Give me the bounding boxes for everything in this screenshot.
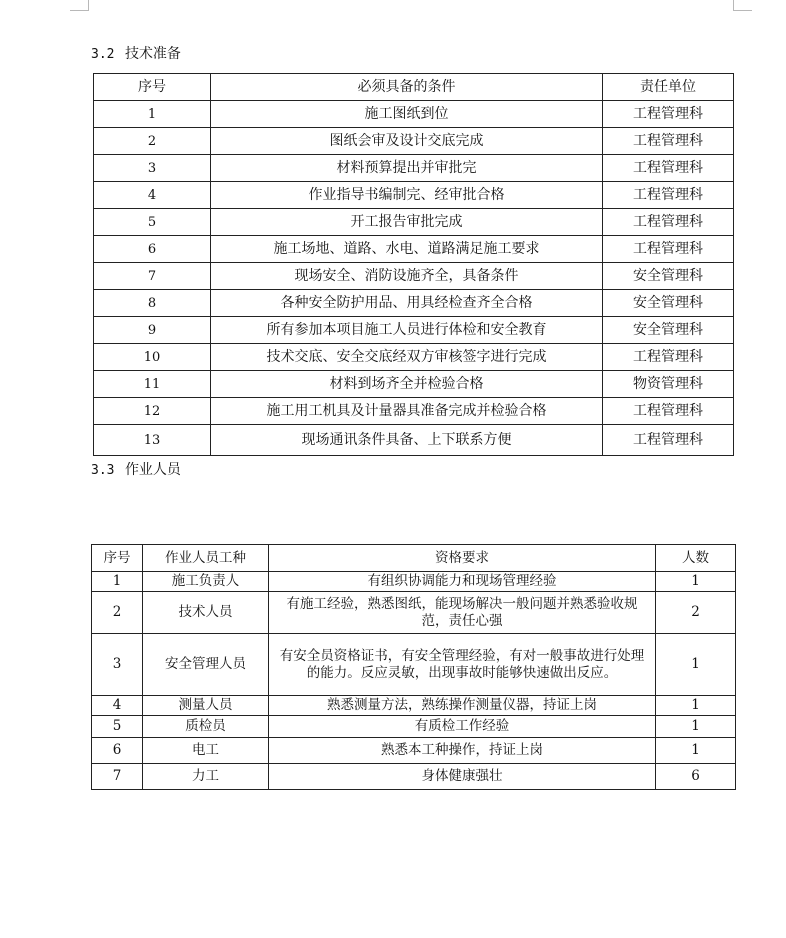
page-corner-mark-right (734, 10, 752, 11)
row-number: 12 (94, 398, 211, 425)
section-heading-3-2 (91, 43, 181, 63)
responsible-unit-cell: 工程管理科 (603, 155, 734, 182)
role-cell: 测量人员 (143, 696, 269, 716)
responsible-unit-cell: 工程管理科 (603, 209, 734, 236)
row-number: 7 (92, 764, 143, 790)
column-header-no: 序号 (94, 74, 211, 101)
table-row (92, 716, 736, 738)
responsible-unit-cell: 物资管理科 (603, 371, 734, 398)
row-number: 4 (94, 182, 211, 209)
row-number: 11 (94, 371, 211, 398)
column-header-no: 序号 (92, 545, 143, 572)
row-number: 4 (92, 696, 143, 716)
condition-cell: 材料到场齐全并检验合格 (211, 371, 603, 398)
table-row (94, 398, 734, 425)
condition-cell: 所有参加本项目施工人员进行体检和安全教育 (211, 317, 603, 344)
table-row (94, 128, 734, 155)
column-header-requirement: 资格要求 (269, 545, 656, 572)
responsible-unit-cell: 工程管理科 (603, 344, 734, 371)
table-row (94, 317, 734, 344)
requirement-cell: 有组织协调能力和现场管理经验 (269, 572, 656, 592)
responsible-unit-cell: 安全管理科 (603, 317, 734, 344)
condition-cell: 施工图纸到位 (211, 101, 603, 128)
section-number: 3.3 (91, 463, 115, 478)
table-row (94, 290, 734, 317)
table-row (92, 634, 736, 696)
role-cell: 施工负责人 (143, 572, 269, 592)
role-cell: 力工 (143, 764, 269, 790)
staff-table (91, 544, 736, 790)
technical-preparation-table (93, 73, 734, 456)
requirement-cell: 有质检工作经验 (269, 716, 656, 738)
count-cell: 1 (656, 738, 736, 764)
row-number: 3 (94, 155, 211, 182)
condition-cell: 作业指导书编制完、经审批合格 (211, 182, 603, 209)
row-number: 2 (94, 128, 211, 155)
responsible-unit-cell: 工程管理科 (603, 236, 734, 263)
requirement-cell: 有施工经验，熟悉图纸，能现场解决一般问题并熟悉验收规范，责任心强 (269, 592, 656, 634)
responsible-unit-cell: 工程管理科 (603, 101, 734, 128)
table-row (92, 592, 736, 634)
requirement-cell: 身体健康强壮 (269, 764, 656, 790)
condition-cell: 施工场地、道路、水电、道路满足施工要求 (211, 236, 603, 263)
row-number: 3 (92, 634, 143, 696)
condition-cell: 开工报告审批完成 (211, 209, 603, 236)
table-row (94, 425, 734, 456)
role-cell: 质检员 (143, 716, 269, 738)
table-row (92, 764, 736, 790)
section-heading-3-3 (91, 459, 181, 479)
requirement-cell: 熟悉测量方法，熟练操作测量仪器，持证上岗 (269, 696, 656, 716)
row-number: 1 (94, 101, 211, 128)
condition-cell: 各种安全防护用品、用具经检查齐全合格 (211, 290, 603, 317)
column-header-unit: 责任单位 (603, 74, 734, 101)
row-number: 5 (94, 209, 211, 236)
technical-preparation-body (94, 101, 734, 456)
column-header-count: 人数 (656, 545, 736, 572)
count-cell: 1 (656, 716, 736, 738)
condition-cell: 施工用工机具及计量器具准备完成并检验合格 (211, 398, 603, 425)
table-row (94, 263, 734, 290)
condition-cell: 现场安全、消防设施齐全，具备条件 (211, 263, 603, 290)
table-row (92, 696, 736, 716)
table-row (94, 101, 734, 128)
condition-cell: 技术交底、安全交底经双方审核签字进行完成 (211, 344, 603, 371)
responsible-unit-cell: 安全管理科 (603, 263, 734, 290)
row-number: 2 (92, 592, 143, 634)
count-cell: 1 (656, 634, 736, 696)
responsible-unit-cell: 工程管理科 (603, 182, 734, 209)
table-row (94, 209, 734, 236)
row-number: 6 (92, 738, 143, 764)
responsible-unit-cell: 工程管理科 (603, 425, 734, 456)
role-cell: 电工 (143, 738, 269, 764)
table-row (94, 371, 734, 398)
row-number: 1 (92, 572, 143, 592)
staff-table-body (92, 572, 736, 790)
row-number: 13 (94, 425, 211, 456)
table-header-row (92, 545, 736, 572)
requirement-cell: 有安全员资格证书，有安全管理经验，有对一般事故进行处理的能力。反应灵敏，出现事故时能够快速做出反应。 (269, 634, 656, 696)
row-number: 8 (94, 290, 211, 317)
responsible-unit-cell: 安全管理科 (603, 290, 734, 317)
row-number: 9 (94, 317, 211, 344)
requirement-cell: 熟悉本工种操作，持证上岗 (269, 738, 656, 764)
role-cell: 安全管理人员 (143, 634, 269, 696)
column-header-role: 作业人员工种 (143, 545, 269, 572)
table-row (92, 738, 736, 764)
count-cell: 2 (656, 592, 736, 634)
row-number: 5 (92, 716, 143, 738)
table-row (94, 344, 734, 371)
table-header-row (94, 74, 734, 101)
table-row (94, 155, 734, 182)
row-number: 7 (94, 263, 211, 290)
section-title: 作业人员 (124, 462, 181, 478)
count-cell: 1 (656, 696, 736, 716)
condition-cell: 图纸会审及设计交底完成 (211, 128, 603, 155)
page-corner-mark-left-vertical (88, 0, 89, 11)
condition-cell: 现场通讯条件具备、上下联系方便 (211, 425, 603, 456)
role-cell: 技术人员 (143, 592, 269, 634)
section-title: 技术准备 (124, 46, 181, 62)
responsible-unit-cell: 工程管理科 (603, 128, 734, 155)
row-number: 10 (94, 344, 211, 371)
section-number: 3.2 (91, 47, 115, 62)
count-cell: 1 (656, 572, 736, 592)
page-corner-mark-right-vertical (733, 0, 734, 11)
row-number: 6 (94, 236, 211, 263)
condition-cell: 材料预算提出并审批完 (211, 155, 603, 182)
count-cell: 6 (656, 764, 736, 790)
table-row (94, 182, 734, 209)
table-row (92, 572, 736, 592)
table-row (94, 236, 734, 263)
page-corner-mark-left (70, 10, 88, 11)
column-header-condition: 必须具备的条件 (211, 74, 603, 101)
responsible-unit-cell: 工程管理科 (603, 398, 734, 425)
